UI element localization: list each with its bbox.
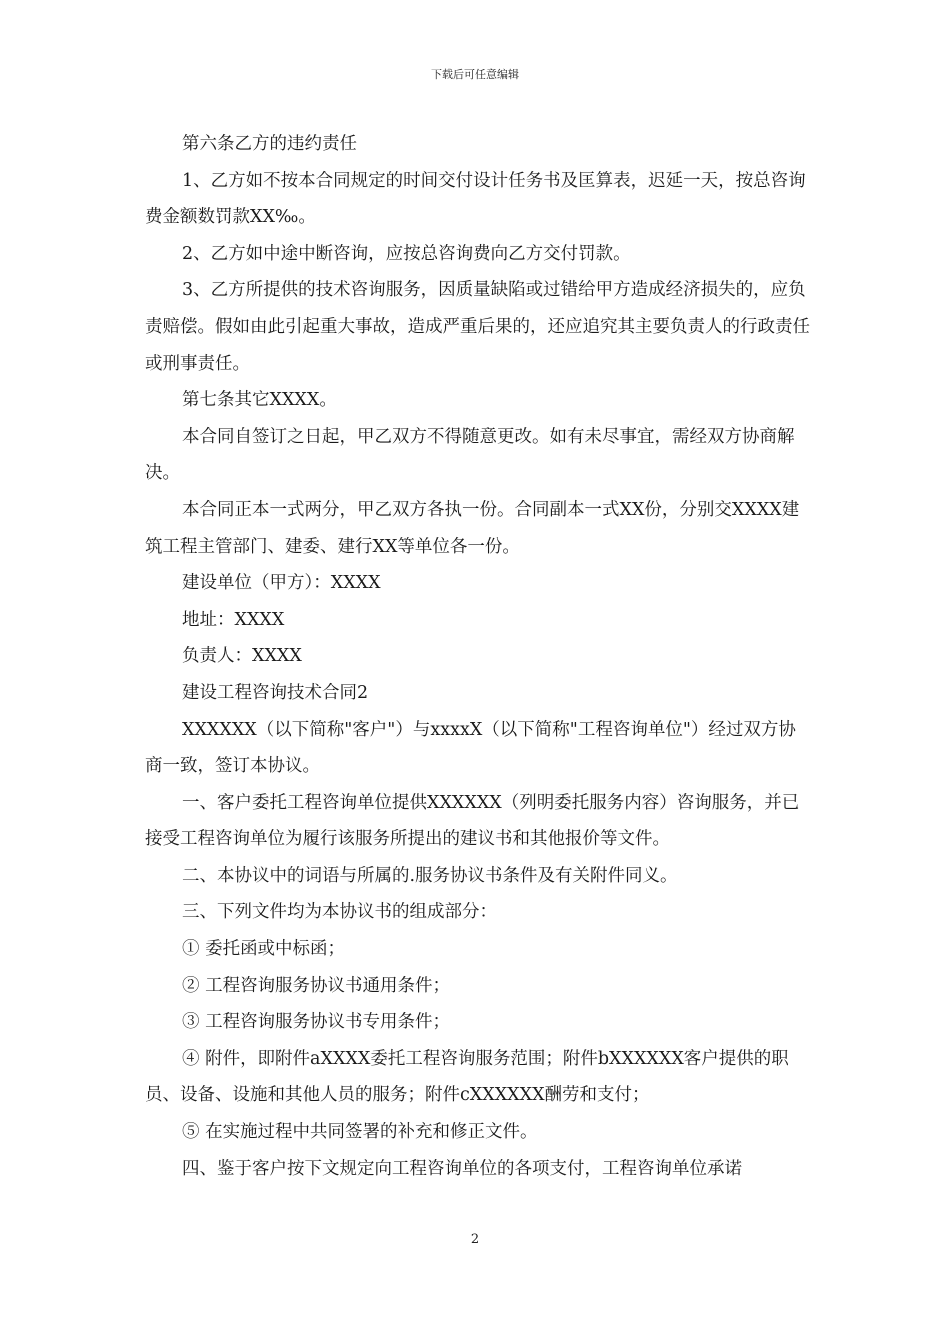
paragraph-article-1: 一、客户委托工程咨询单位提供XXXXXX（列明委托服务内容）咨询服务，并已接受工程咨询单位为履行该服务所提出的建议书和其他报价等文件。	[145, 792, 800, 850]
paragraph-clause-1: 1、乙方如不按本合同规定的时间交付设计任务书及匡算表，迟延一天，按总咨询费金额数罚款XX‰。	[145, 170, 806, 228]
paragraph-clause-2: 2、乙方如中途中断咨询，应按总咨询费向乙方交付罚款。	[182, 243, 631, 264]
paragraph-copies: 本合同正本一式两分，甲乙双方各执一份。合同副本一式XX份，分别交XXXX建筑工程主管部门、建委、建行XX等单位各一份。	[145, 499, 800, 557]
list-item-document-5: ⑤ 在实施过程中共同签署的补充和修正文件。	[182, 1122, 538, 1143]
contract-2-title: 建设工程咨询技术合同2	[182, 682, 369, 703]
paragraph-amendment: 本合同自签订之日起，甲乙双方不得随意更改。如有未尽事宜，需经双方协商解决。	[145, 426, 795, 484]
list-item-document-4: ④ 附件，即附件aXXXX委托工程咨询服务范围；附件bXXXXXX客户提供的职员、设备、设施和其他人员的服务；附件cXXXXXX酬劳和支付；	[145, 1048, 789, 1106]
list-item-document-1: ① 委托函或中标函；	[182, 939, 346, 960]
document-body	[145, 126, 810, 1187]
paragraph-parties: XXXXXX（以下简称"客户"）与xxxxX（以下简称"工程咨询单位"）经过双方协商一致，签订本协议。	[145, 719, 796, 777]
paragraph-article-3: 三、下列文件均为本协议书的组成部分：	[182, 902, 497, 923]
signature-responsible-person: 负责人：XXXX	[182, 646, 302, 667]
section-heading-other: 第七条其它XXXX。	[182, 390, 337, 411]
section-heading-breach-liability: 第六条乙方的违约责任	[182, 134, 357, 154]
paragraph-article-4: 四、鉴于客户按下文规定向工程咨询单位的各项支付，工程咨询单位承诺	[182, 1158, 742, 1179]
signature-party-a: 建设单位（甲方）：XXXX	[182, 573, 381, 594]
page-header-note: 下载后可任意编辑	[431, 68, 519, 81]
signature-address: 地址：XXXX	[182, 609, 285, 630]
paragraph-clause-3: 3、乙方所提供的技术咨询服务，因质量缺陷或过错给甲方造成经济损失的，应负责赔偿。假如由此引起重大事故，造成严重后果的，还应追究其主要负责人的行政责任或刑事责任。	[145, 280, 810, 374]
page-number: 2	[470, 1232, 480, 1247]
list-item-document-3: ③ 工程咨询服务协议书专用条件；	[182, 1012, 451, 1033]
paragraph-article-2: 二、本协议中的词语与所属的.服务协议书条件及有关附件同义。	[182, 865, 678, 886]
list-item-document-2: ② 工程咨询服务协议书通用条件；	[182, 975, 451, 996]
